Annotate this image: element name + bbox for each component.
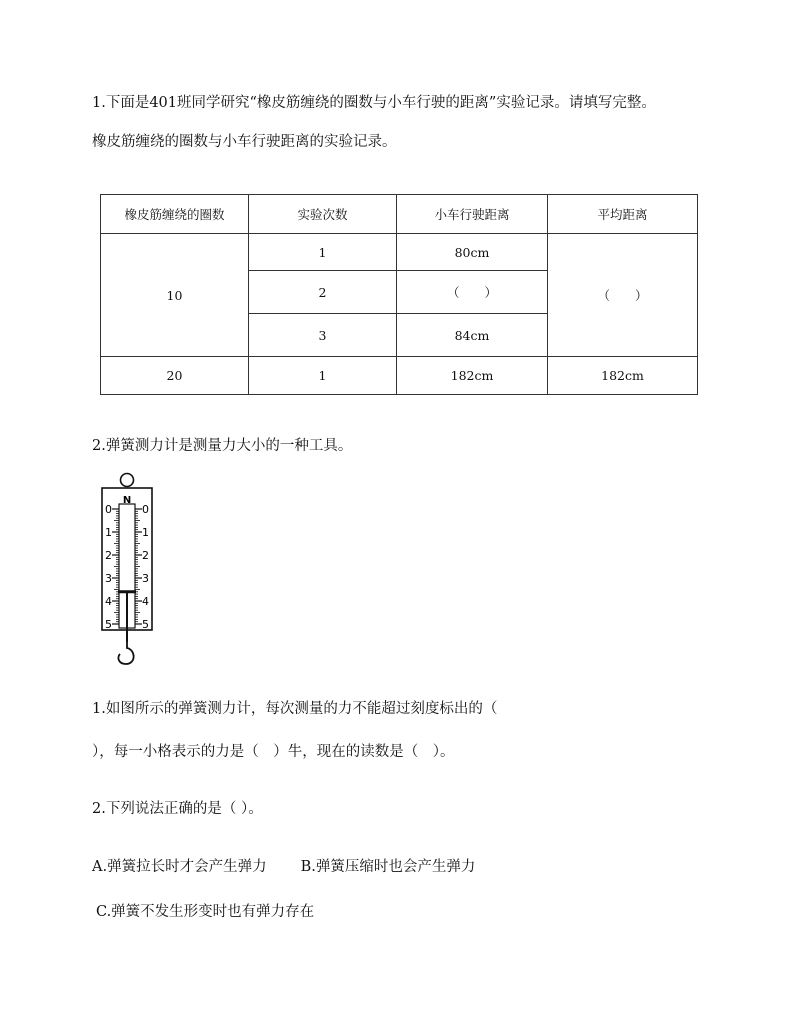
tick-label-left: 2 <box>105 549 112 562</box>
q2-title: 2.弹簧测力计是测量力大小的一种工具。 <box>92 438 353 454</box>
q2-sub1-line2: ），每一小格表示的力是（ ）牛，现在的读数是（ ）。 <box>92 744 455 760</box>
bottom-hook <box>118 642 133 664</box>
q2-sub2-title: 2.下列说法正确的是（ ）。 <box>92 801 263 817</box>
header-average: 平均距离 <box>548 195 698 234</box>
tick-label-right: 1 <box>142 526 149 539</box>
experiment-record-table <box>100 194 698 395</box>
cell-distance: 80cm <box>397 234 548 271</box>
spring-scale-illustration <box>96 472 158 668</box>
option-b[interactable]: B.弹簧压缩时也会产生弹力 <box>300 859 476 875</box>
cell-average: 182cm <box>548 357 698 395</box>
table-row <box>101 234 698 271</box>
top-ring <box>121 474 134 487</box>
cell-trial: 3 <box>249 314 397 357</box>
cell-distance: 182cm <box>397 357 548 395</box>
tick-label-right: 5 <box>142 618 149 631</box>
cell-trial: 2 <box>249 271 397 314</box>
tick-label-right: 4 <box>142 595 149 608</box>
option-a[interactable]: A.弹簧拉长时才会产生弹力 <box>92 859 267 875</box>
tick-label-left: 3 <box>105 572 112 585</box>
cell-trial: 1 <box>249 234 397 271</box>
tick-label-left: 4 <box>105 595 112 608</box>
cell-distance: 84cm <box>397 314 548 357</box>
tick-label-left: 5 <box>105 618 112 631</box>
tick-label-right: 3 <box>142 572 149 585</box>
cell-turns-10: 10 <box>101 234 249 357</box>
cell-distance-blank[interactable]: （ ） <box>397 271 548 314</box>
tick-label-right: 2 <box>142 549 149 562</box>
unit-label: N <box>122 495 132 506</box>
table-header-row <box>101 195 698 234</box>
option-c[interactable]: C.弹簧不发生形变时也有弹力存在 <box>96 904 315 920</box>
q1-intro: 1.下面是401班同学研究“橡皮筋缠绕的圈数与小车行驶的距离”实验记录。请填写完整。 <box>92 95 656 111</box>
table-row <box>101 357 698 395</box>
header-turns: 橡皮筋缠绕的圈数 <box>101 195 249 234</box>
q1-table-caption: 橡皮筋缠绕的圈数与小车行驶距离的实验记录。 <box>92 134 397 150</box>
tick-label-left: 0 <box>105 503 112 516</box>
options-row <box>92 858 475 876</box>
header-distance: 小车行驶距离 <box>397 195 548 234</box>
cell-trial: 1 <box>249 357 397 395</box>
tick-label-right: 0 <box>142 503 149 516</box>
tick-label-left: 1 <box>105 526 112 539</box>
q2-sub1-line1: 1.如图所示的弹簧测力计，每次测量的力不能超过刻度标出的（ <box>92 701 498 717</box>
header-trials: 实验次数 <box>249 195 397 234</box>
cell-turns-20: 20 <box>101 357 249 395</box>
cell-average-blank[interactable]: （ ） <box>548 234 698 357</box>
